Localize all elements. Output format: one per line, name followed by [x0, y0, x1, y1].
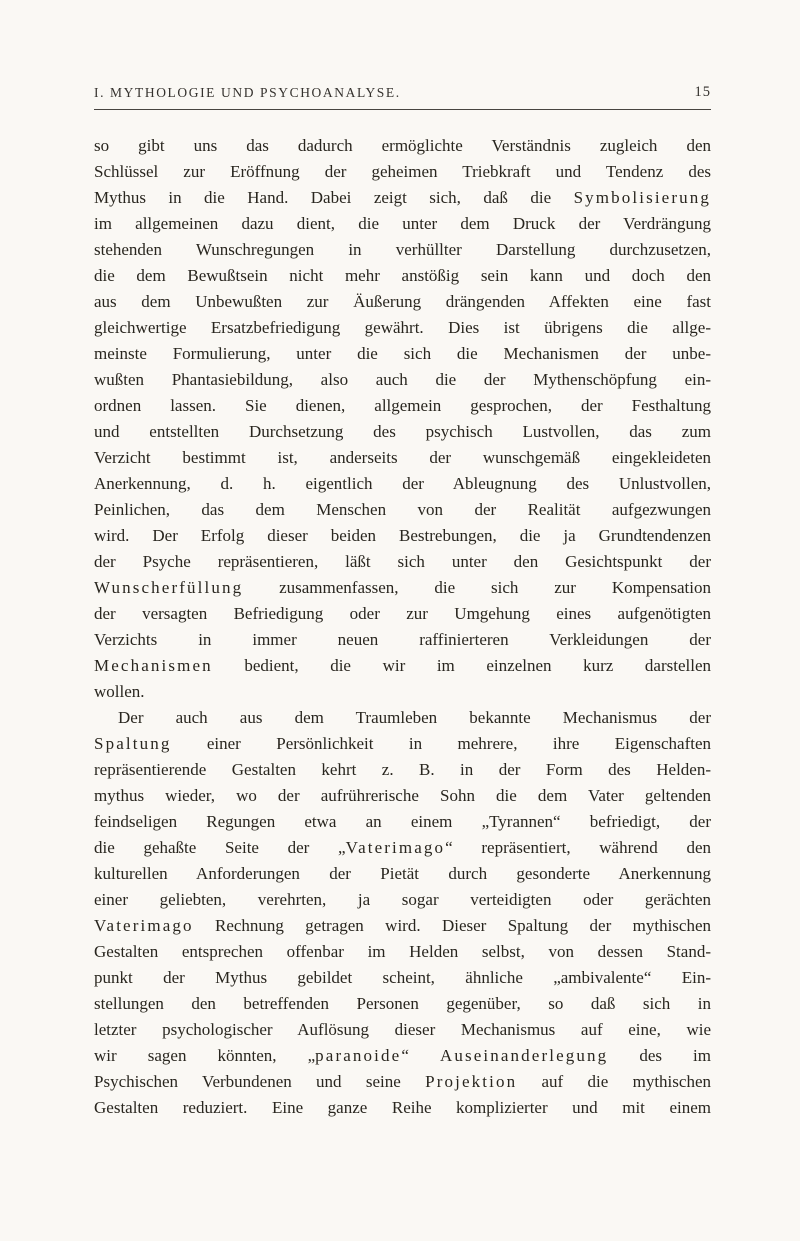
- text-segment: auf die mythischen: [517, 1072, 711, 1091]
- text-segment: wird. Der Erfolg dieser beiden Bestrebungen, die ja Grundtendenzen: [94, 526, 711, 545]
- text-line: [94, 237, 711, 263]
- text-segment: Peinlichen, das dem Menschen von der Realität aufgezwungen: [94, 500, 711, 519]
- text-segment: Gestalten entsprechen offenbar im Helden selbst, von dessen Stand-: [94, 942, 711, 961]
- text-segment: feindseligen Regungen etwa an einem „Tyrannen“ befriedigt, der: [94, 812, 711, 831]
- text-segment: ordnen lassen. Sie dienen, allgemein gesprochen, der Festhaltung: [94, 396, 711, 415]
- text-segment: einer Persönlichkeit in mehrere, ihre Eigenschaften: [171, 734, 711, 753]
- text-segment: letzter psychologischer Auflösung dieser Mechanismus auf eine, wie: [94, 1020, 711, 1039]
- emphasized-term: Vaterimago: [345, 838, 446, 857]
- emphasized-term: Wunscherfüllung: [94, 578, 244, 597]
- text-block: [94, 133, 711, 1121]
- text-line: [94, 341, 711, 367]
- text-line: [94, 497, 711, 523]
- text-line: [94, 445, 711, 471]
- emphasized-term: Spaltung: [94, 734, 172, 753]
- text-line: [94, 783, 711, 809]
- text-line: [94, 601, 711, 627]
- text-line: [94, 1017, 711, 1043]
- text-line: [94, 1069, 711, 1095]
- text-line: [94, 939, 711, 965]
- text-line: [94, 913, 711, 939]
- text-segment: einer geliebten, verehrten, ja sogar verteidigten oder gerächten: [94, 890, 711, 909]
- text-segment: wir sagen könnten, „: [94, 1046, 316, 1065]
- emphasized-term: Projektion: [425, 1072, 518, 1091]
- text-line: [94, 575, 711, 601]
- text-segment: und entstellten Durchsetzung des psychisch Lustvollen, das zum: [94, 422, 711, 441]
- text-segment: repräsentierende Gestalten kehrt z. B. in der Form des Helden-: [94, 760, 711, 779]
- text-line: [94, 809, 711, 835]
- text-segment: wußten Phantasiebildung, also auch die der Mythenschöpfung ein-: [94, 370, 711, 389]
- text-segment: Anerkennung, d. h. eigentlich der Ableugnung des Unlustvollen,: [94, 474, 711, 493]
- text-line: [94, 757, 711, 783]
- text-segment: stellungen den betreffenden Personen gegenüber, so daß sich in: [94, 994, 711, 1013]
- text-line: [94, 133, 711, 159]
- text-line: [94, 861, 711, 887]
- text-line: [94, 289, 711, 315]
- text-segment: aus dem Unbewußten zur Äußerung drängenden Affekten eine fast: [94, 292, 711, 311]
- text-line: [94, 367, 711, 393]
- text-segment: meinste Formulierung, unter die sich die Mechanismen der unbe-: [94, 344, 711, 363]
- text-segment: zusammenfassen, die sich zur Kompensation: [243, 578, 711, 597]
- emphasized-term: Symbolisierung: [573, 188, 711, 207]
- text-segment: die gehaßte Seite der „: [94, 838, 346, 857]
- text-line: [94, 185, 711, 211]
- text-line: [94, 419, 711, 445]
- text-line: [94, 263, 711, 289]
- text-segment: Der auch aus dem Traumleben bekannte Mechanismus der: [118, 708, 711, 727]
- text-segment: kulturellen Anforderungen der Pietät durch gesonderte Anerkennung: [94, 864, 711, 883]
- text-line: [94, 471, 711, 497]
- text-segment: der Psyche repräsentieren, läßt sich unter den Gesichtspunkt der: [94, 552, 711, 571]
- text-line: [94, 705, 711, 731]
- text-segment: Rechnung getragen wird. Dieser Spaltung der mythischen: [193, 916, 711, 935]
- text-line: [94, 159, 711, 185]
- text-segment: so gibt uns das dadurch ermöglichte Verständnis zugleich den: [94, 136, 711, 155]
- text-segment: gleichwertige Ersatzbefriedigung gewährt. Dies ist übrigens die allge-: [94, 318, 711, 337]
- text-segment: “ repräsentiert, während den: [445, 838, 712, 857]
- text-segment: die dem Bewußtsein nicht mehr anstößig sein kann und doch den: [94, 266, 711, 285]
- text-line: [94, 731, 711, 757]
- text-line: [94, 991, 711, 1017]
- text-segment: Schlüssel zur Eröffnung der geheimen Triebkraft und Tendenz des: [94, 162, 711, 181]
- text-segment: der versagten Befriedigung oder zur Umgehung eines aufgenötigten: [94, 604, 711, 623]
- text-line: [94, 211, 711, 237]
- text-segment: mythus wieder, wo der aufrührerische Sohn die dem Vater geltenden: [94, 786, 711, 805]
- text-segment: “: [401, 1046, 440, 1065]
- text-line: [94, 887, 711, 913]
- emphasized-term: paranoide: [315, 1046, 402, 1065]
- text-line: [94, 965, 711, 991]
- emphasized-term: Vaterimago: [94, 916, 194, 935]
- text-line: [94, 523, 711, 549]
- text-line: [94, 835, 711, 861]
- text-segment: stehenden Wunschregungen in verhüllter Darstellung durchzusetzen,: [94, 240, 711, 259]
- text-line: [94, 627, 711, 653]
- page-header: [94, 84, 711, 110]
- text-segment: des im: [608, 1046, 712, 1065]
- text-segment: Verzichts in immer neuen raffinierteren Verkleidungen der: [94, 630, 711, 649]
- page-number: 15: [694, 84, 711, 100]
- text-segment: Verzicht bestimmt ist, anderseits der wunschgemäß eingekleideten: [94, 448, 711, 467]
- text-segment: Gestalten reduziert. Eine ganze Reihe komplizierter und mit einem: [94, 1098, 711, 1117]
- text-segment: Psychischen Verbundenen und seine: [94, 1072, 426, 1091]
- text-line: [94, 653, 711, 679]
- text-segment: im allgemeinen dazu dient, die unter dem Druck der Verdrängung: [94, 214, 711, 233]
- text-segment: bedient, die wir im einzelnen kurz darstellen: [212, 656, 711, 675]
- text-line: [94, 549, 711, 575]
- text-line: [94, 679, 711, 705]
- text-segment: punkt der Mythus gebildet scheint, ähnliche „ambivalente“ Ein-: [94, 968, 711, 987]
- text-line: [94, 393, 711, 419]
- text-segment: wollen.: [94, 682, 145, 701]
- text-line: [94, 1043, 711, 1069]
- emphasized-term: Auseinanderlegung: [439, 1046, 609, 1065]
- text-segment: Mythus in die Hand. Dabei zeigt sich, daß die: [94, 188, 574, 207]
- running-title: I. MYTHOLOGIE UND PSYCHOANALYSE.: [94, 85, 401, 100]
- text-line: [94, 315, 711, 341]
- emphasized-term: Mechanismen: [94, 656, 213, 675]
- text-line: [94, 1095, 711, 1121]
